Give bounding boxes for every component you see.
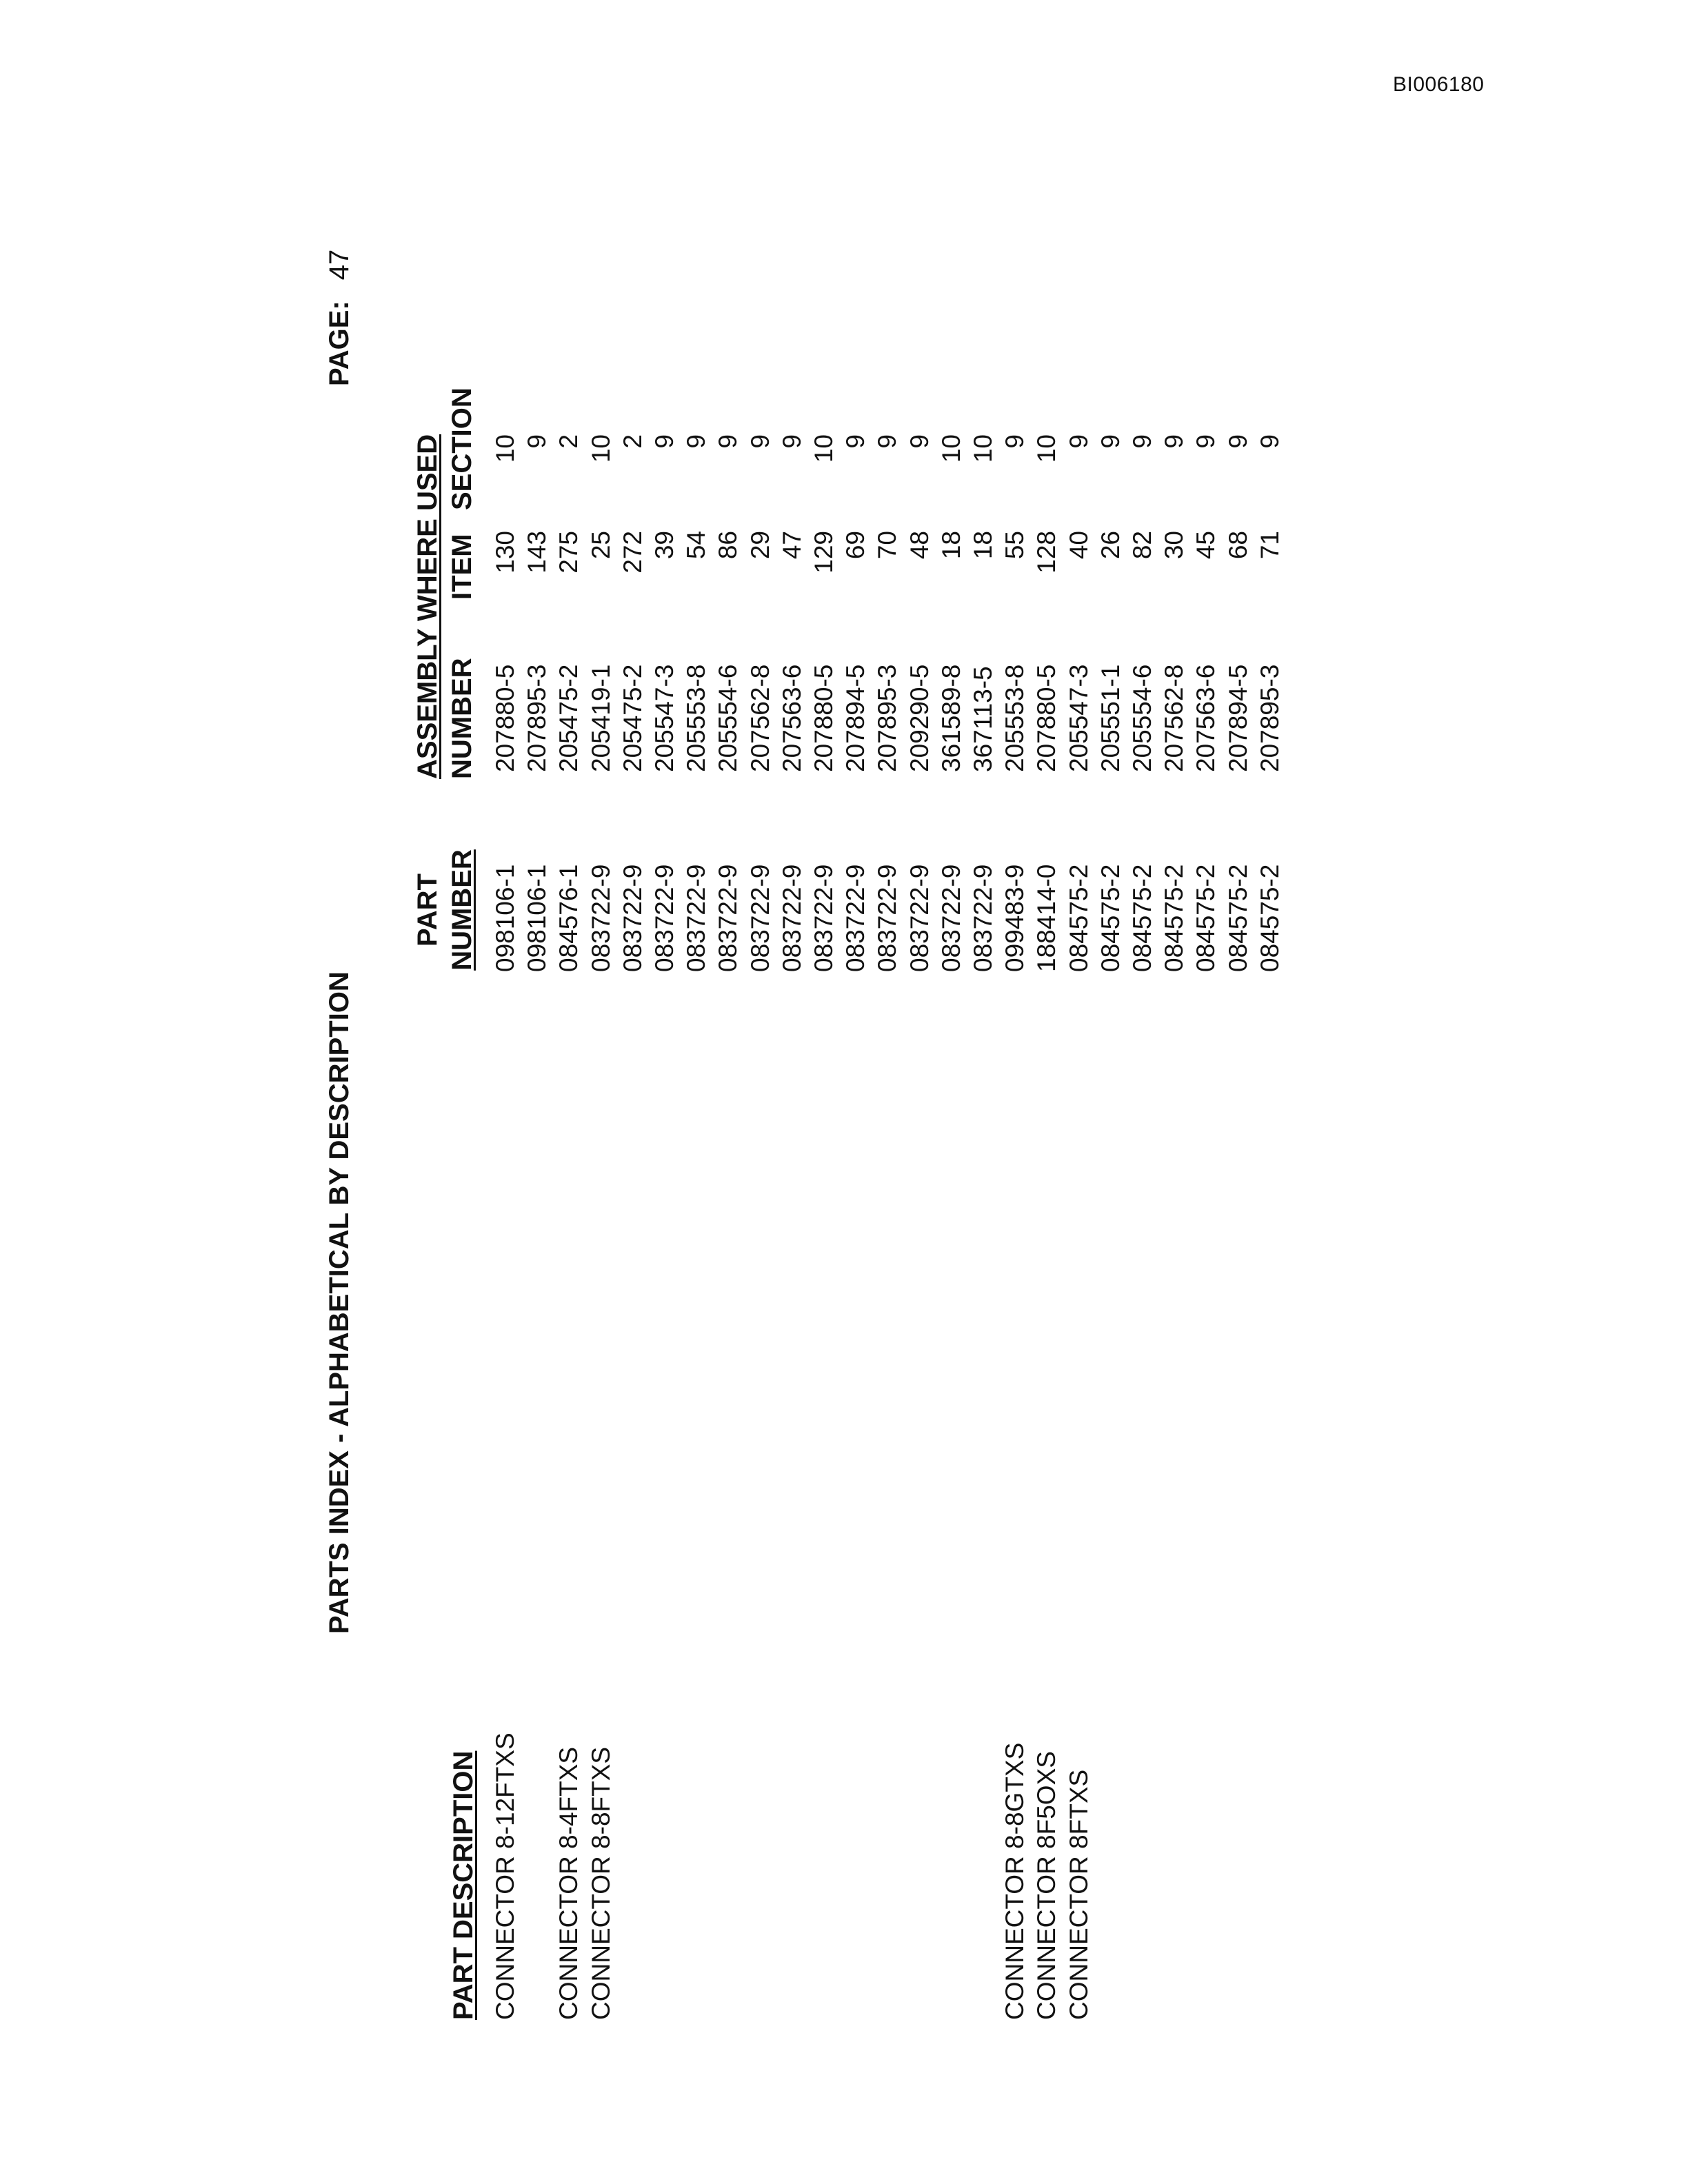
item-cell: 128 xyxy=(1032,531,1061,574)
section-cell: 9 xyxy=(650,434,679,449)
section-cell: 9 xyxy=(714,434,743,449)
item-cell: 129 xyxy=(810,531,838,574)
part-number-cell: 083722-9 xyxy=(841,864,870,972)
table-row xyxy=(491,255,523,2020)
assembly-number-cell: 205553-8 xyxy=(682,664,711,772)
assembly-number-cell: 207880-5 xyxy=(1032,664,1061,772)
assembly-number-cell: 205554-6 xyxy=(714,664,743,772)
table-row xyxy=(1001,255,1032,2020)
item-cell: 18 xyxy=(936,531,965,560)
item-cell: 86 xyxy=(714,531,743,560)
section-cell: 9 xyxy=(905,434,934,449)
table-row xyxy=(1224,255,1256,2020)
assembly-number-cell: 207880-5 xyxy=(810,664,838,772)
assembly-number-cell: 207880-5 xyxy=(491,664,519,772)
part-number-cell: 084575-2 xyxy=(1128,864,1156,972)
item-cell: 68 xyxy=(1223,531,1252,560)
section-cell: 9 xyxy=(841,434,870,449)
table-row xyxy=(1192,255,1223,2020)
part-number-cell: 083722-9 xyxy=(618,864,647,972)
header-item: ITEM xyxy=(447,534,477,600)
assembly-number-cell: 205419-1 xyxy=(586,664,615,772)
item-cell: 18 xyxy=(969,531,997,560)
item-cell: 71 xyxy=(1255,531,1284,560)
assembly-number-cell: 205475-2 xyxy=(618,664,647,772)
assembly-number-cell: 207562-8 xyxy=(1160,664,1189,772)
page-number: 47 xyxy=(324,249,354,281)
assembly-number-cell: 207563-6 xyxy=(777,664,806,772)
assembly-number-cell: 205547-3 xyxy=(650,664,679,772)
table-row xyxy=(1032,255,1064,2020)
table-row xyxy=(1065,255,1096,2020)
part-number-cell: 083722-9 xyxy=(714,864,743,972)
part-number-cell: 083722-9 xyxy=(777,864,806,972)
part-number-cell: 084575-2 xyxy=(1255,864,1284,972)
section-cell: 10 xyxy=(969,434,997,463)
item-cell: 275 xyxy=(554,531,583,574)
item-cell: 70 xyxy=(873,531,902,560)
table-row xyxy=(746,255,778,2020)
table-row xyxy=(554,255,586,2020)
assembly-number-cell: 205553-8 xyxy=(1001,664,1029,772)
item-cell: 45 xyxy=(1192,531,1220,560)
item-cell: 54 xyxy=(682,531,711,560)
header-section: SECTION xyxy=(447,387,477,510)
part-number-cell: 083722-9 xyxy=(936,864,965,972)
part-number-cell: 084575-2 xyxy=(1096,864,1125,972)
part-number-cell: 098106-1 xyxy=(523,864,552,972)
table-row xyxy=(937,255,969,2020)
section-cell: 9 xyxy=(523,434,552,449)
page-title: PARTS INDEX - ALPHABETICAL BY DESCRIPTION xyxy=(324,971,354,1634)
item-cell: 25 xyxy=(586,531,615,560)
part-number-cell: 099483-9 xyxy=(1001,864,1029,972)
section-cell: 9 xyxy=(1064,434,1093,449)
document-id: BI006180 xyxy=(1393,73,1485,96)
section-cell: 10 xyxy=(491,434,519,463)
part-number-cell: 084575-2 xyxy=(1160,864,1189,972)
part-number-cell: 083722-9 xyxy=(650,864,679,972)
part-number-cell: 083722-9 xyxy=(969,864,997,972)
part-number-cell: 083722-9 xyxy=(873,864,902,972)
part-description-cell: CONNECTOR 8-8GTXS xyxy=(1001,1742,1029,2020)
table-row xyxy=(778,255,810,2020)
item-cell: 30 xyxy=(1160,531,1189,560)
table-row xyxy=(873,255,905,2020)
table-row xyxy=(905,255,937,2020)
section-cell: 9 xyxy=(745,434,774,449)
item-cell: 29 xyxy=(745,531,774,560)
section-cell: 9 xyxy=(1128,434,1156,449)
header-part-description: PART DESCRIPTION xyxy=(448,1750,479,2020)
part-description-cell: CONNECTOR 8-12FTXS xyxy=(491,1732,519,2020)
part-number-cell: 083722-9 xyxy=(586,864,615,972)
table-row xyxy=(714,255,745,2020)
part-number-cell: 084575-2 xyxy=(1064,864,1093,972)
part-number-cell: 084576-1 xyxy=(554,864,583,972)
section-cell: 10 xyxy=(936,434,965,463)
table-row xyxy=(1160,255,1192,2020)
part-number-cell: 084575-2 xyxy=(1192,864,1220,972)
section-cell: 9 xyxy=(1192,434,1220,449)
item-cell: 39 xyxy=(650,531,679,560)
assembly-number-cell: 205547-3 xyxy=(1064,664,1093,772)
part-description-cell: CONNECTOR 8F5OXS xyxy=(1032,1751,1061,2020)
section-cell: 9 xyxy=(1160,434,1189,449)
section-cell: 9 xyxy=(873,434,902,449)
section-cell: 9 xyxy=(1096,434,1125,449)
part-description-cell: CONNECTOR 8-8FTXS xyxy=(586,1746,615,2020)
assembly-number-cell: 207894-5 xyxy=(1223,664,1252,772)
page-label: PAGE: xyxy=(324,301,354,386)
section-cell: 10 xyxy=(586,434,615,463)
page-indicator xyxy=(324,250,355,386)
header-part-number: NUMBER xyxy=(447,849,477,971)
header-assembly-where-used: ASSEMBLY WHERE USED xyxy=(412,434,443,779)
table-row xyxy=(1256,255,1287,2020)
assembly-number-cell: 207563-6 xyxy=(1192,664,1220,772)
item-cell: 82 xyxy=(1128,531,1156,560)
item-cell: 272 xyxy=(618,531,647,574)
part-number-cell: 188414-0 xyxy=(1032,864,1061,972)
section-cell: 9 xyxy=(682,434,711,449)
assembly-number-cell: 205554-6 xyxy=(1128,664,1156,772)
section-cell: 9 xyxy=(1223,434,1252,449)
assembly-number-cell: 207562-8 xyxy=(745,664,774,772)
part-number-cell: 083722-9 xyxy=(810,864,838,972)
assembly-number-cell: 367113-5 xyxy=(969,666,997,772)
header-assembly-number: NUMBER xyxy=(447,658,477,779)
part-number-cell: 083722-9 xyxy=(682,864,711,972)
item-cell: 40 xyxy=(1064,531,1093,560)
item-cell: 26 xyxy=(1096,531,1125,560)
table-row xyxy=(650,255,682,2020)
item-cell: 47 xyxy=(777,531,806,560)
section-cell: 10 xyxy=(1032,434,1061,463)
assembly-number-cell: 207895-3 xyxy=(523,664,552,772)
item-cell: 69 xyxy=(841,531,870,560)
table-row xyxy=(1096,255,1128,2020)
part-number-cell: 083722-9 xyxy=(745,864,774,972)
section-cell: 2 xyxy=(554,434,583,449)
table-row xyxy=(682,255,714,2020)
table-row xyxy=(1128,255,1160,2020)
item-cell: 48 xyxy=(905,531,934,560)
assembly-number-cell: 361589-8 xyxy=(936,664,965,772)
section-cell: 9 xyxy=(1001,434,1029,449)
assembly-number-cell: 207895-3 xyxy=(1255,664,1284,772)
parts-index-sheet xyxy=(310,249,1386,2020)
item-cell: 143 xyxy=(523,531,552,574)
section-cell: 2 xyxy=(618,434,647,449)
item-cell: 55 xyxy=(1001,531,1029,560)
section-cell: 9 xyxy=(1255,434,1284,449)
table-row xyxy=(523,255,554,2020)
table-row xyxy=(841,255,873,2020)
assembly-number-cell: 207895-3 xyxy=(873,664,902,772)
section-cell: 9 xyxy=(777,434,806,449)
part-description-cell: CONNECTOR 8-4FTXS xyxy=(554,1746,583,2020)
part-number-cell: 098106-1 xyxy=(491,864,519,972)
part-number-cell: 084575-2 xyxy=(1223,864,1252,972)
table-row xyxy=(587,255,619,2020)
part-description-cell: CONNECTOR 8FTXS xyxy=(1064,1769,1093,2020)
assembly-number-cell: 205475-2 xyxy=(554,664,583,772)
item-cell: 130 xyxy=(491,531,519,574)
assembly-number-cell: 209290-5 xyxy=(905,664,934,772)
section-cell: 10 xyxy=(810,434,838,463)
header-part: PART xyxy=(412,873,443,947)
table-row xyxy=(969,255,1001,2020)
assembly-number-cell: 207894-5 xyxy=(841,664,870,772)
table-row xyxy=(619,255,650,2020)
table-row xyxy=(810,255,841,2020)
assembly-number-cell: 205551-1 xyxy=(1096,664,1125,772)
part-number-cell: 083722-9 xyxy=(905,864,934,972)
